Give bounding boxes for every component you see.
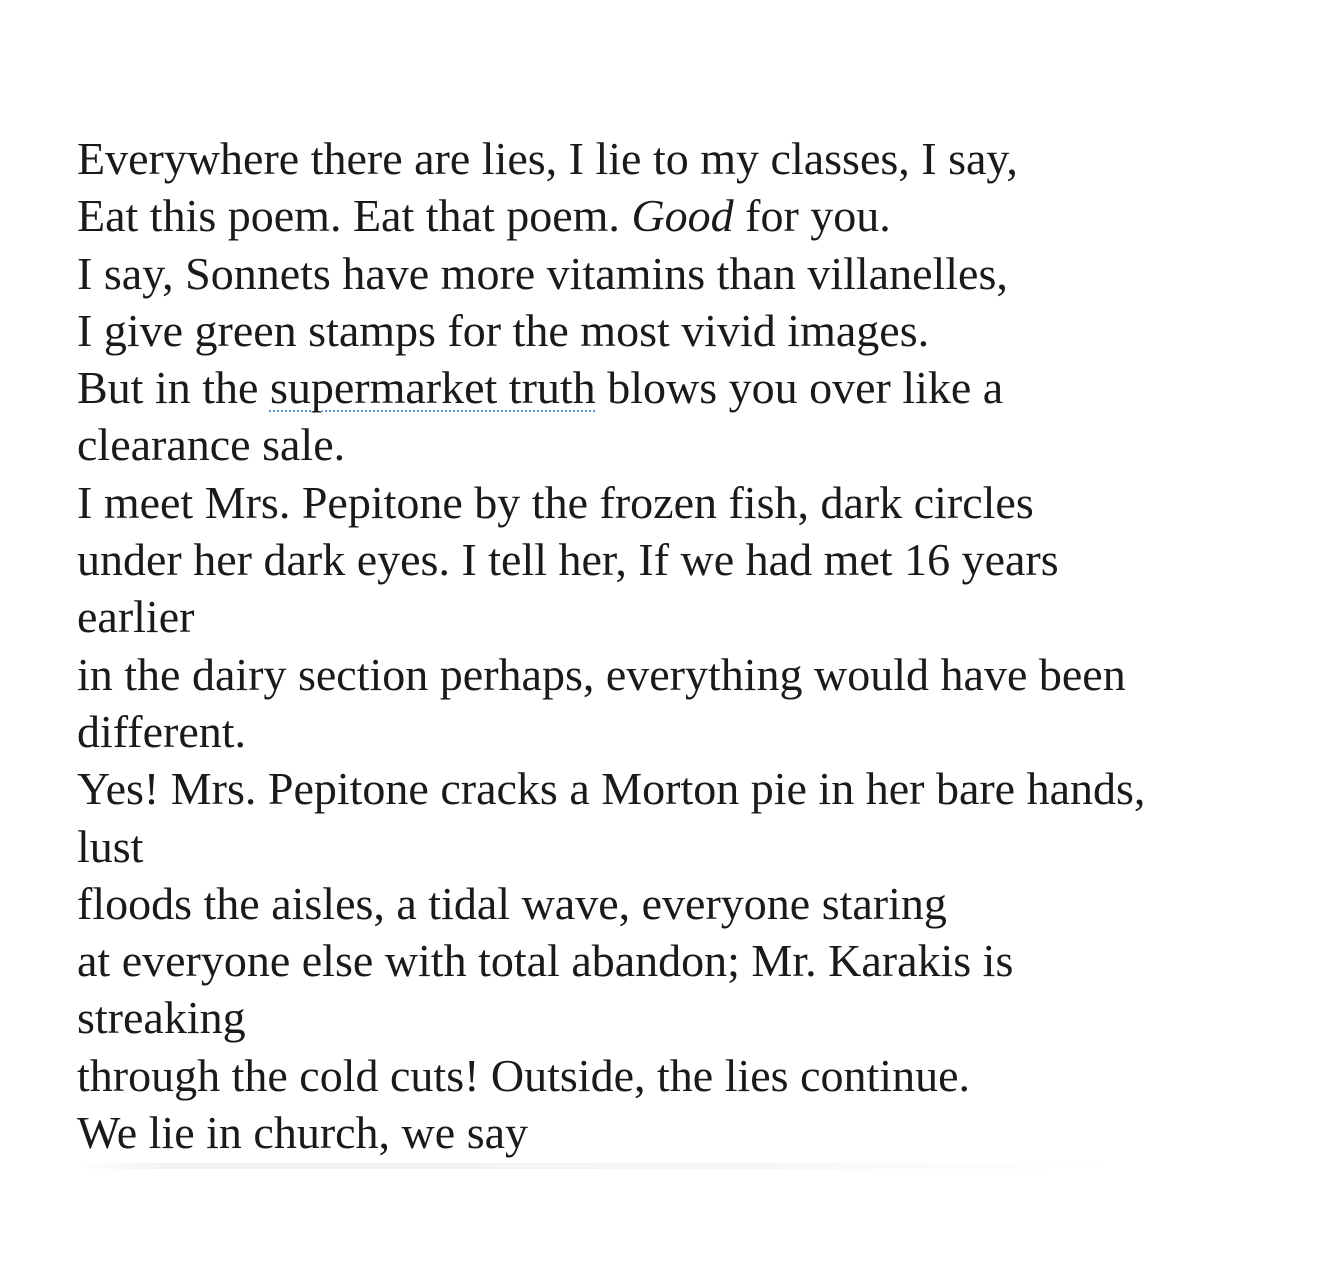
poem-line-12: Yes! Mrs. Pepitone cracks a Morton pie in her bare hands, (77, 763, 1146, 815)
poem-line-13: lust (77, 820, 144, 872)
poem-line-18: We lie in church, we say (77, 1107, 529, 1159)
poem-line-11: different. (77, 705, 247, 757)
spellcheck-flagged-phrase[interactable]: supermarket truth (269, 362, 596, 414)
poem-text (77, 130, 1277, 1161)
poem-line-17: through the cold cuts! Outside, the lies continue. (77, 1049, 970, 1101)
poem-line-6: clearance sale. (77, 419, 346, 471)
poem-line-1: Everywhere there are lies, I lie to my classes, I say, (77, 133, 1018, 184)
poem-line-5-part-b: blows you over like a (595, 362, 1004, 414)
poem-line-15: at everyone else with total abandon; Mr. Karakis is (77, 935, 1014, 987)
poem-line-2 (77, 187, 1277, 244)
poem-line-16: streaking (77, 992, 246, 1044)
poem-line-3: I say, Sonnets have more vitamins than villanelles, (77, 247, 1008, 299)
poem-line-4: I give green stamps for the most vivid images. (77, 304, 930, 356)
poem-line-2-part-a: Eat this poem. Eat that poem. (77, 190, 632, 242)
poem-line-2-part-b: for you. (733, 190, 891, 242)
cut-off-text-remnant (77, 1163, 1117, 1169)
poem-line-9: earlier (77, 591, 195, 643)
poem-line-8: under her dark eyes. I tell her, If we had met 16 years (77, 534, 1059, 586)
poem-line-10: in the dairy section perhaps, everything would have been (77, 648, 1126, 700)
poem-line-5-part-a: But in the (77, 362, 270, 414)
poem-line-7: I meet Mrs. Pepitone by the frozen fish, dark circles (77, 476, 1034, 528)
poem-line-14: floods the aisles, a tidal wave, everyone staring (77, 877, 947, 929)
poem-line-5 (77, 359, 1277, 416)
poem-line-2-italic: Good (631, 190, 734, 242)
